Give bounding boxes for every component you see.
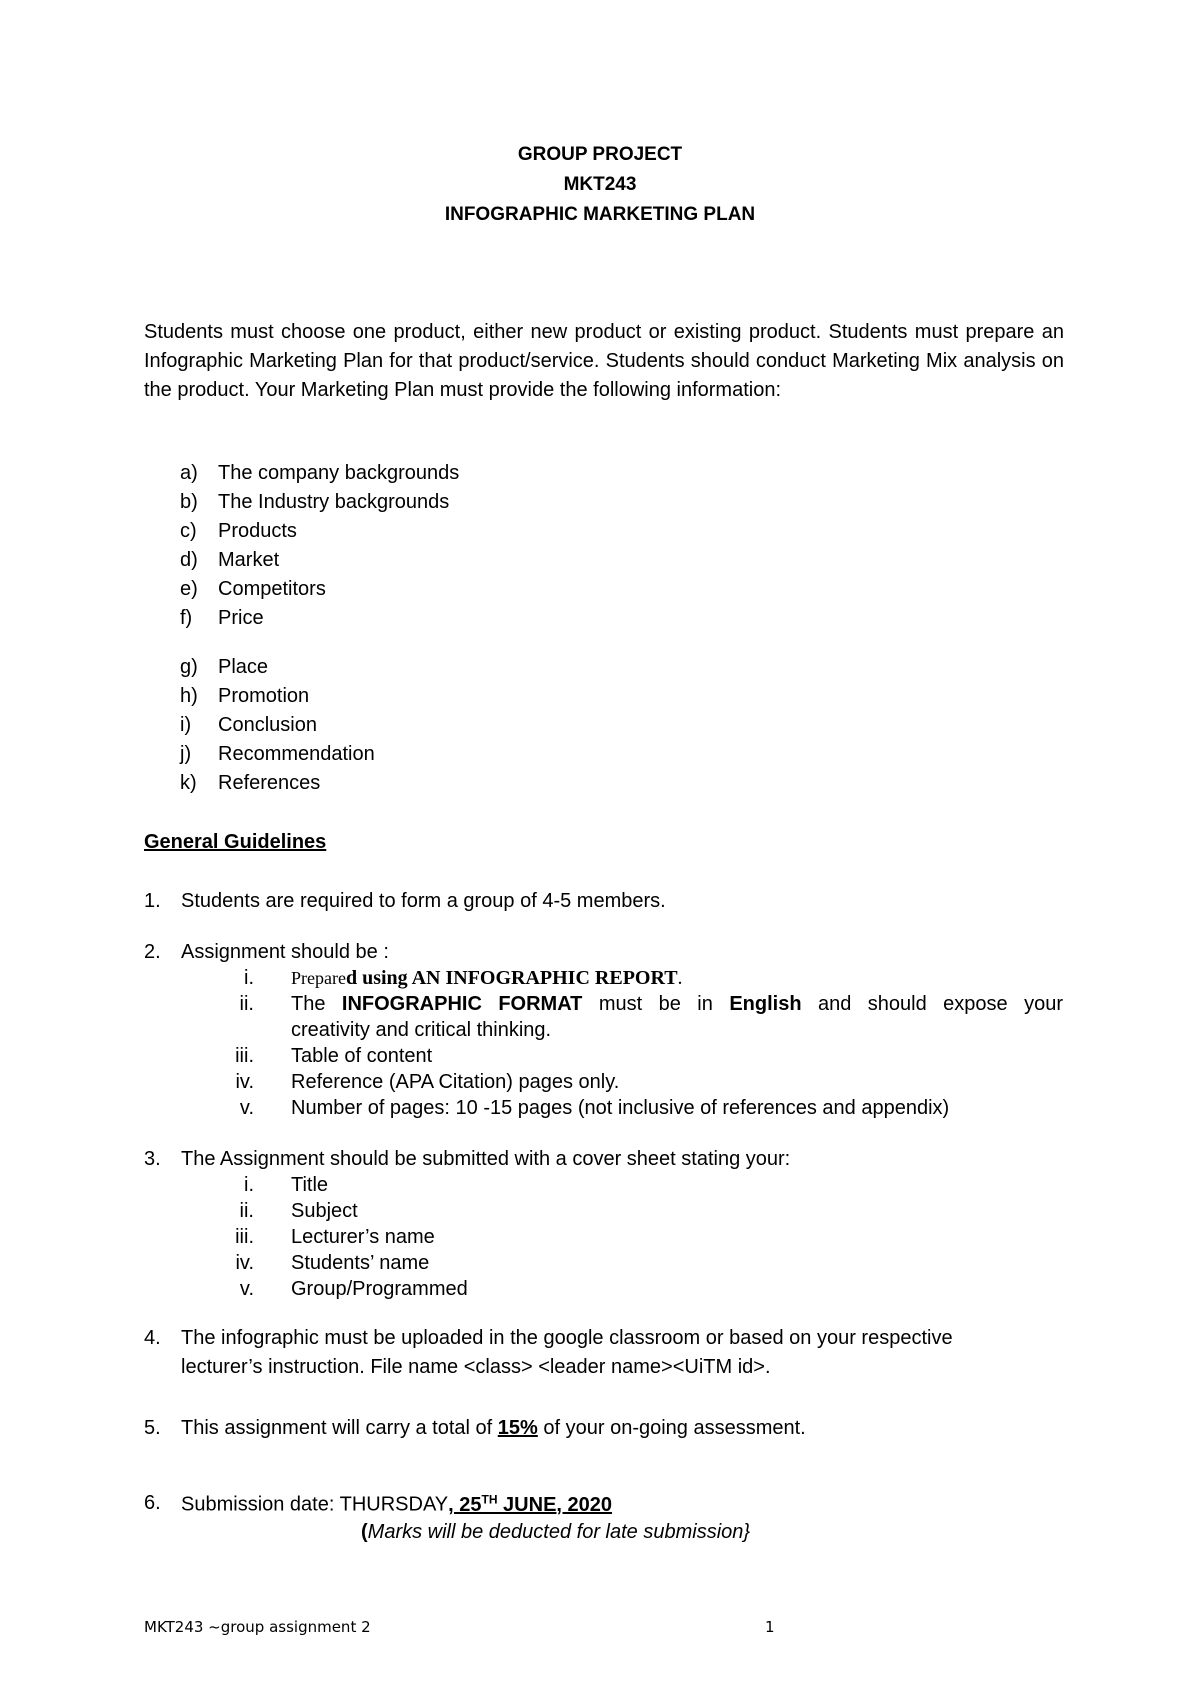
guideline-2-iv-mark: iv. <box>235 1071 254 1093</box>
doc-title-line1: GROUP PROJECT <box>517 144 683 165</box>
guideline-2-ii-b1: INFOGRAPHIC FORMAT <box>341 993 583 1015</box>
info-item-marker: e) <box>180 578 198 600</box>
submission-date-month-year: JUNE, 2020 <box>497 1493 613 1516</box>
cover-sheet-item-marker: iv. <box>235 1252 254 1274</box>
info-item-text: The company backgrounds <box>218 462 460 484</box>
guideline-2-i-pre: Prepare <box>291 968 346 988</box>
guideline-2-i-post: . <box>677 967 683 989</box>
guideline-2-ii-t2: must be in <box>582 993 730 1015</box>
late-submission-note <box>361 1521 750 1544</box>
cover-sheet-item-text: Subject <box>291 1200 358 1222</box>
guideline-1-number: 1. <box>144 890 161 912</box>
info-item-text: Products <box>218 520 297 542</box>
late-note-open-paren: ( <box>361 1521 368 1543</box>
info-item-marker: j) <box>180 743 192 765</box>
submission-date-line <box>181 1492 612 1517</box>
submission-date-suffix: TH <box>481 1492 498 1506</box>
guideline-2-ii-line2: creativity and critical thinking. <box>291 1019 552 1041</box>
guideline-5-post: of your on-going assessment. <box>537 1417 806 1439</box>
info-item-text: Recommendation <box>218 743 375 765</box>
guideline-5-number: 5. <box>144 1417 161 1439</box>
guideline-2-number: 2. <box>144 941 161 963</box>
cover-sheet-item-marker: i. <box>244 1174 254 1196</box>
guideline-1-text: Students are required to form a group of 4-5 members. <box>181 890 666 912</box>
info-item-marker: k) <box>180 772 197 794</box>
guideline-4-line1: The infographic must be uploaded in the google classroom or based on your respective <box>181 1327 953 1349</box>
info-item-marker: i) <box>180 714 192 736</box>
cover-sheet-item-text: Students’ name <box>291 1252 430 1274</box>
footer-course-label: MKT243 ~group assignment 2 <box>144 1618 371 1636</box>
submission-date-day: , 25 <box>448 1493 482 1516</box>
cover-sheet-item-text: Group/Programmed <box>291 1278 468 1300</box>
info-item-text: Market <box>218 549 280 571</box>
intro-paragraph: Students must choose one product, either new product or existing product. Students must prepare an Infographic Marketing Plan for that product/service. Students should conduct Marketing Mix analysis on the product. Your Marketing Plan must provide the following information: <box>144 321 1064 401</box>
guideline-5-text <box>181 1417 806 1440</box>
info-item-marker: d) <box>180 549 198 571</box>
info-item-marker: b) <box>180 491 198 513</box>
doc-title-line3: INFOGRAPHIC MARKETING PLAN <box>444 204 756 225</box>
late-note-text: Marks will be deducted for late submission} <box>367 1521 751 1543</box>
cover-sheet-item-marker: v. <box>239 1278 254 1300</box>
guideline-2-iii-mark: iii. <box>235 1045 254 1067</box>
guideline-2-v-text: Number of pages: 10 -15 pages (not inclusive of references and appendix) <box>291 1097 950 1119</box>
info-item-text: Competitors <box>218 578 326 600</box>
guideline-5-pre: This assignment will carry a total of <box>181 1417 498 1439</box>
info-item-marker: h) <box>180 685 198 707</box>
guideline-2-ii-text <box>291 993 1063 1016</box>
guidelines-heading: General Guidelines <box>144 831 327 853</box>
guideline-5-percent: 15% <box>497 1417 538 1439</box>
doc-title-line2: MKT243 <box>563 174 637 195</box>
guideline-2-text: Assignment should be : <box>181 941 389 963</box>
info-item-text: Conclusion <box>218 714 317 736</box>
submission-date-label: Submission date: THURSDAY <box>181 1493 449 1516</box>
info-item-marker: a) <box>180 462 198 484</box>
guideline-3-number: 3. <box>144 1148 161 1170</box>
info-item-text: Promotion <box>218 685 310 707</box>
cover-sheet-item-text: Lecturer’s name <box>291 1226 435 1248</box>
info-item-marker: f) <box>180 607 193 629</box>
guideline-2-iii-text: Table of content <box>291 1045 433 1067</box>
submission-date-value <box>448 1494 612 1516</box>
guideline-2-i-bold: d using AN INFOGRAPHIC REPORT <box>345 967 678 989</box>
guideline-3-text: The Assignment should be submitted with a cover sheet stating your: <box>181 1148 791 1170</box>
guideline-4-line2: lecturer’s instruction. File name <class> <leader name><UiTM id>. <box>181 1356 771 1378</box>
guideline-2-ii-t1: The <box>291 993 342 1015</box>
cover-sheet-item-marker: iii. <box>235 1226 254 1248</box>
cover-sheet-item-marker: ii. <box>239 1200 254 1222</box>
info-item-text: The Industry backgrounds <box>218 491 450 513</box>
guideline-2-i-mark: i. <box>244 967 254 989</box>
guideline-2-i-text <box>291 967 683 990</box>
info-item-text: Price <box>218 607 264 629</box>
guideline-4-number: 4. <box>144 1327 161 1349</box>
info-item-text: References <box>218 772 321 794</box>
guideline-2-iv-text: Reference (APA Citation) pages only. <box>291 1071 620 1093</box>
page-number: 1 <box>765 1618 775 1636</box>
guideline-2-v-mark: v. <box>239 1097 254 1119</box>
guideline-6-number: 6. <box>144 1492 161 1514</box>
info-item-text: Place <box>218 656 269 678</box>
info-item-marker: c) <box>180 520 197 542</box>
guideline-2-ii-t3: and should expose your <box>801 993 1063 1015</box>
guideline-2-ii-mark: ii. <box>239 993 254 1015</box>
info-item-marker: g) <box>180 656 198 678</box>
cover-sheet-item-text: Title <box>291 1174 329 1196</box>
guideline-2-ii-b2: English <box>729 993 802 1015</box>
